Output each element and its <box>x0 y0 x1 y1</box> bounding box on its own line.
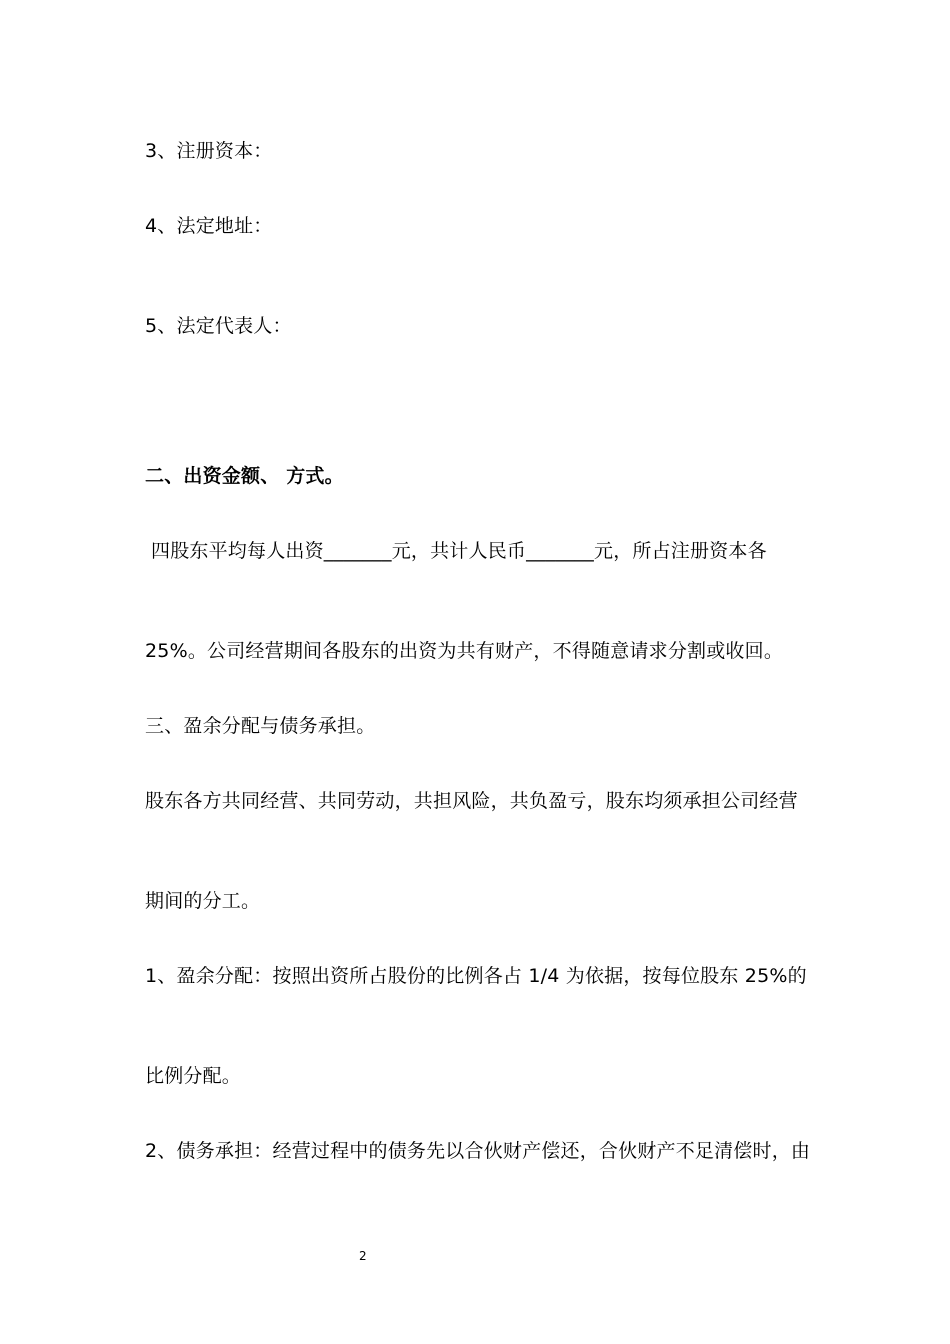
page-number: 2 <box>359 1249 367 1263</box>
item-registered-capital: 3、注册资本： <box>145 140 273 162</box>
item-profit-distribution-line-2: 比例分配。 <box>145 1065 242 1087</box>
paragraph-capital-line-2: 25%。公司经营期间各股东的出资为共有财产，不得随意请求分割或收回。 <box>145 640 784 662</box>
item-legal-address: 4、法定地址： <box>145 215 273 237</box>
item-debt-assumption-line-1: 2、债务承担：经营过程中的债务先以合伙财产偿还，合伙财产不足清偿时，由 <box>145 1140 811 1162</box>
paragraph-shareholders-line-2: 期间的分工。 <box>145 890 261 912</box>
paragraph-capital-line-1: 四股东平均每人出资_______元，共计人民币_______元，所占注册资本各 <box>151 540 767 562</box>
section-heading-profit-debt: 三、盈余分配与债务承担。 <box>145 715 376 737</box>
paragraph-shareholders-line-1: 股东各方共同经营、共同劳动，共担风险，共负盈亏，股东均须承担公司经营 <box>145 790 798 812</box>
item-profit-distribution-line-1: 1、盈余分配：按照出资所占股份的比例各占 1/4 为依据，按每位股东 25%的 <box>145 965 807 987</box>
item-legal-representative: 5、法定代表人： <box>145 315 292 337</box>
section-heading-capital-contribution: 二、出资金额、 方式。 <box>145 465 344 487</box>
